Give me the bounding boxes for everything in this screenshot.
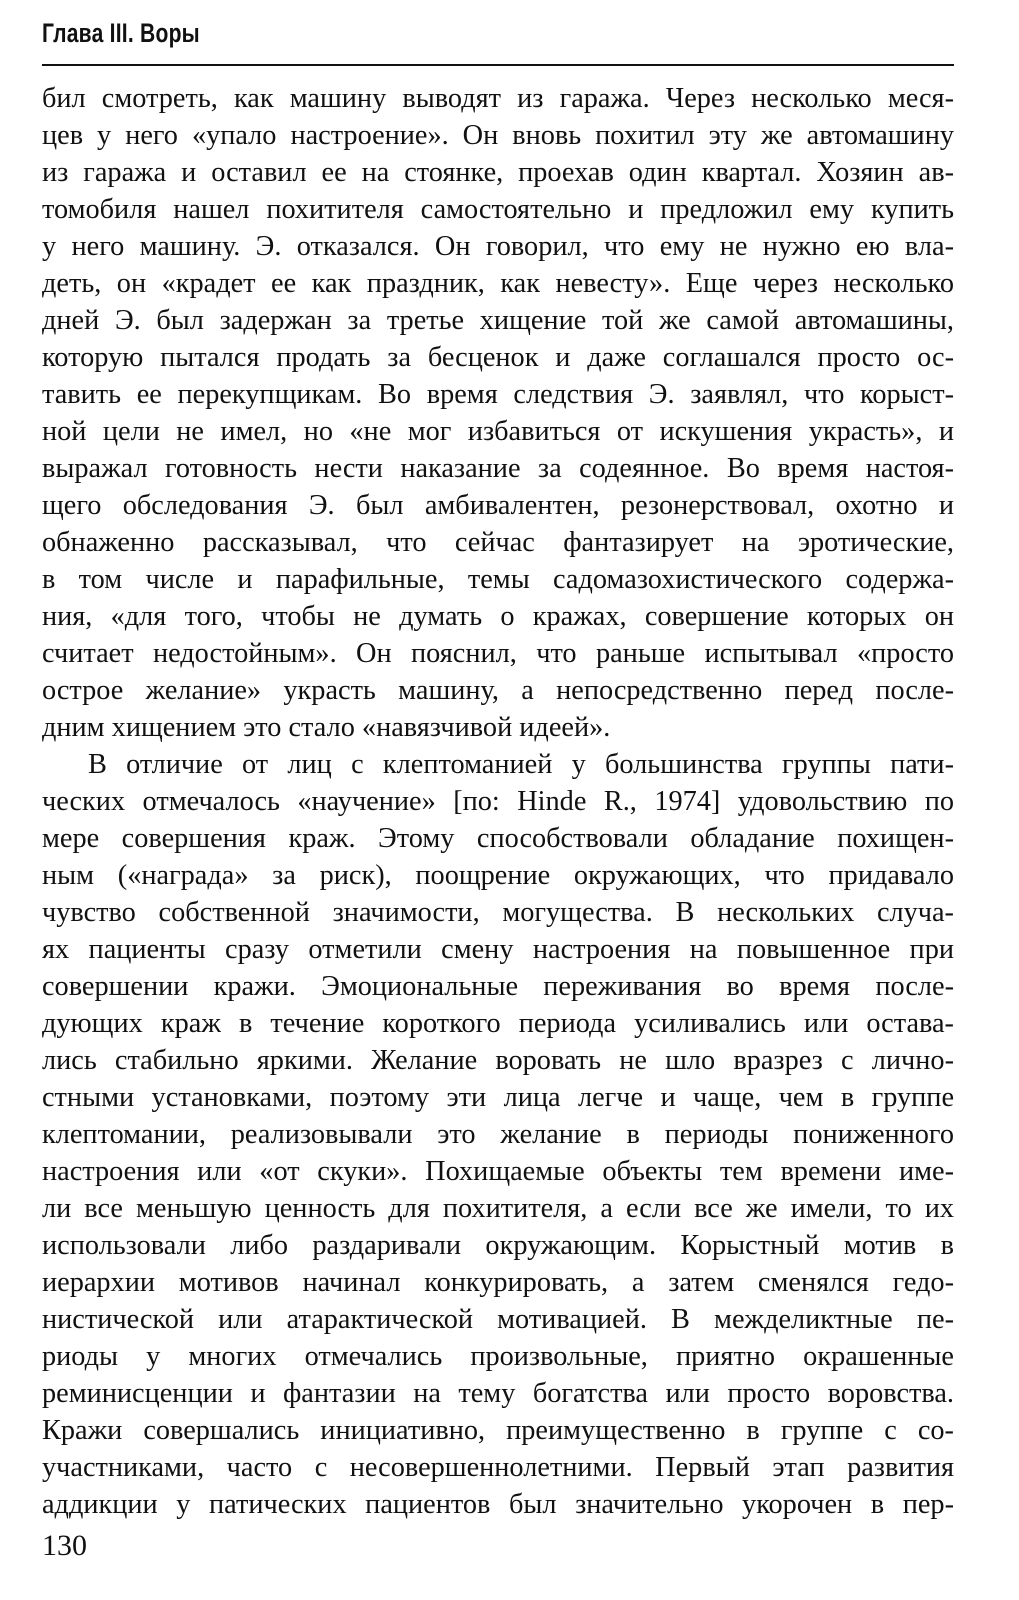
text-line: ным («награда» за риск), поощрение окружающих, что придавало — [42, 860, 954, 891]
text-line: которую пытался продать за бесценок и даже соглашался просто ос- — [42, 342, 954, 373]
text-line: лись стабильно яркими. Желание воровать не шло вразрез с лично- — [42, 1045, 954, 1076]
text-line: Кражи совершались инициативно, преимущественно в группе с со- — [42, 1415, 954, 1446]
text-line: в том числе и парафильные, темы садомазохистического содержа- — [42, 564, 954, 595]
text-line: считает недостойным». Он пояснил, что раньше испытывал «просто — [42, 638, 954, 669]
text-line: тавить ее перекупщикам. Во время следствия Э. заявлял, что корыст- — [42, 379, 954, 410]
body-text — [42, 80, 954, 1523]
page-number: 130 — [42, 1529, 87, 1562]
text-line: цев у него «упало настроение». Он вновь похитил эту же автомашину — [42, 120, 954, 151]
text-line: дующих краж в течение короткого периода усиливались или остава- — [42, 1008, 954, 1039]
text-line: клептомании, реализовывали это желание в периоды пониженного — [42, 1119, 954, 1150]
text-line: дней Э. был задержан за третье хищение той же самой автомашины, — [42, 305, 954, 336]
header-rule — [42, 64, 954, 66]
text-line: ческих отмечалось «научение» [по: Hinde R., 1974] удовольствию по — [42, 786, 954, 817]
text-line: риоды у многих отмечались произвольные, приятно окрашенные — [42, 1341, 954, 1372]
text-line: участниками, часто с несовершеннолетними. Первый этап развития — [42, 1452, 954, 1483]
text-line: томобиля нашел похитителя самостоятельно и предложил ему купить — [42, 194, 954, 225]
text-line: реминисценции и фантазии на тему богатства или просто воровства. — [42, 1378, 954, 1409]
running-head: Глава III. Воры — [42, 18, 200, 48]
text-line: аддикции у патических пациентов был значительно укорочен в пер- — [42, 1489, 954, 1520]
text-line: мере совершения краж. Этому способствовали обладание похищен- — [42, 823, 954, 854]
text-line: чувство собственной значимости, могущества. В нескольких случа- — [42, 897, 954, 928]
text-line: совершении кражи. Эмоциональные переживания во время после- — [42, 971, 954, 1002]
text-line: ной цели не имел, но «не мог избавиться от искушения украсть», и — [42, 416, 954, 447]
text-line: стными установками, поэтому эти лица легче и чаще, чем в группе — [42, 1082, 954, 1113]
text-line: ях пациенты сразу отметили смену настроения на повышенное при — [42, 934, 954, 965]
text-line: острое желание» украсть машину, а непосредственно перед после- — [42, 675, 954, 706]
text-line: из гаража и оставил ее на стоянке, проехав один квартал. Хозяин ав- — [42, 157, 954, 188]
text-line: ния, «для того, чтобы не думать о кражах, совершение которых он — [42, 601, 954, 632]
text-line: иерархии мотивов начинал конкурировать, а затем сменялся гедо- — [42, 1267, 954, 1298]
text-line: выражал готовность нести наказание за содеянное. Во время настоя- — [42, 453, 954, 484]
text-line: использовали либо раздаривали окружающим. Корыстный мотив в — [42, 1230, 954, 1261]
text-line: щего обследования Э. был амбивалентен, резонерствовал, охотно и — [42, 490, 954, 521]
text-line: дним хищением это стало «навязчивой идеей». — [42, 712, 611, 743]
text-line: бил смотреть, как машину выводят из гаража. Через несколько меся- — [42, 83, 954, 114]
text-line: В отличие от лиц с клептоманией у большинства группы пати- — [88, 749, 954, 780]
text-line: у него машину. Э. отказался. Он говорил, что ему не нужно ею вла- — [42, 231, 954, 262]
text-line: настроения или «от скуки». Похищаемые объекты тем времени име- — [42, 1156, 954, 1187]
text-line: нистической или атарактической мотивацией. В межделиктные пе- — [42, 1304, 954, 1335]
text-line: обнаженно рассказывал, что сейчас фантазирует на эротические, — [42, 527, 954, 558]
text-line: ли все меньшую ценность для похитителя, а если все же имели, то их — [42, 1193, 954, 1224]
text-line: деть, он «крадет ее как праздник, как невесту». Еще через несколько — [42, 268, 954, 299]
